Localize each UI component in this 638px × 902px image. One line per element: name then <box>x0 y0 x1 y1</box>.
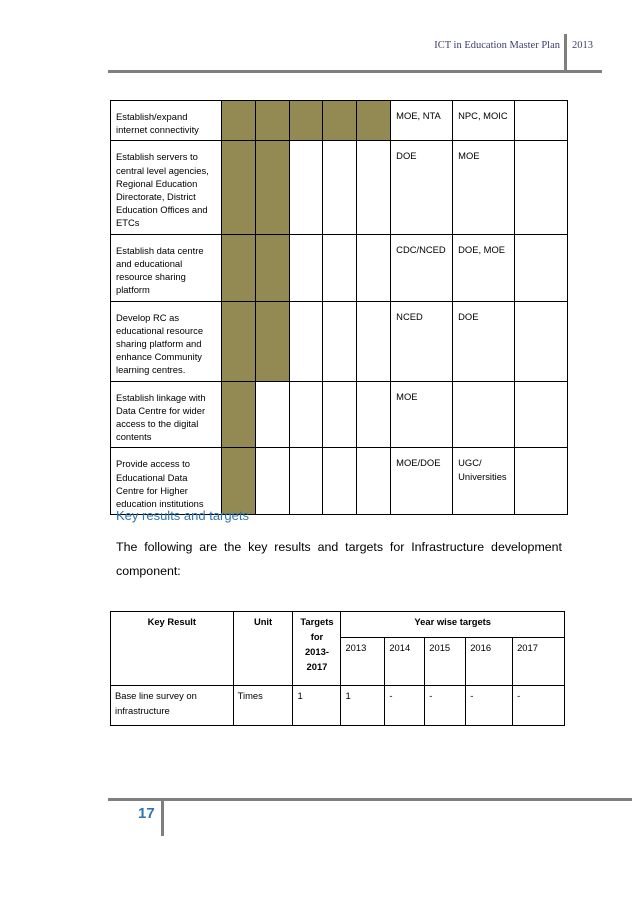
header-unit: Unit <box>233 612 293 686</box>
lead-agency: CDC/NCED <box>391 234 453 301</box>
empty-cell <box>515 381 568 448</box>
table-row <box>111 234 568 301</box>
table-row <box>111 141 568 234</box>
timeline-cell-shaded <box>255 301 289 381</box>
lead-agency: NCED <box>391 301 453 381</box>
year-value-cell: - <box>425 686 466 726</box>
support-agency <box>453 381 515 448</box>
timeline-cell-empty <box>289 301 323 381</box>
timeline-cell-shaded <box>255 101 289 141</box>
year-value-cell: - <box>466 686 513 726</box>
header-targets: Targets for 2013-2017 <box>293 612 341 686</box>
timeline-cell-shaded <box>221 301 255 381</box>
empty-cell <box>515 101 568 141</box>
lead-agency: MOE <box>391 381 453 448</box>
footer-divider <box>161 798 164 836</box>
timeline-cell-shaded <box>357 101 391 141</box>
timeline-cell-shaded <box>255 141 289 234</box>
header-key-result: Key Result <box>111 612 234 686</box>
support-agency: DOE, MOE <box>453 234 515 301</box>
timeline-cell-empty <box>357 301 391 381</box>
timeline-cell-empty <box>323 234 357 301</box>
target-cell: 1 <box>293 686 341 726</box>
timeline-cell-empty <box>323 448 357 515</box>
activity-name: Establish servers to central level agencies, Regional Education Directorate, District Education Offices and ETCs <box>111 141 222 234</box>
table-row <box>111 448 568 515</box>
year-header: 2014 <box>385 638 425 686</box>
header-divider <box>564 34 567 72</box>
timeline-cell-empty <box>357 448 391 515</box>
activities-table <box>110 100 568 515</box>
key-result-cell: Base line survey on infrastructure <box>111 686 234 726</box>
header-title: ICT in Education Master Plan <box>434 40 560 51</box>
timeline-cell-shaded <box>221 381 255 448</box>
page-number: 17 <box>138 805 155 822</box>
table-row <box>111 381 568 448</box>
activity-name: Establish linkage with Data Centre for wider access to the digital contents <box>111 381 222 448</box>
timeline-cell-empty <box>289 381 323 448</box>
unit-cell: Times <box>233 686 293 726</box>
year-value-cell: - <box>513 686 565 726</box>
timeline-cell-empty <box>323 381 357 448</box>
timeline-cell-empty <box>289 448 323 515</box>
page-header <box>0 0 638 75</box>
year-header: 2016 <box>466 638 513 686</box>
timeline-cell-empty <box>323 141 357 234</box>
timeline-cell-shaded <box>221 448 255 515</box>
timeline-cell-empty <box>289 141 323 234</box>
table-row <box>111 301 568 381</box>
year-header: 2015 <box>425 638 466 686</box>
timeline-cell-shaded <box>221 141 255 234</box>
support-agency: UGC/ Universities <box>453 448 515 515</box>
header-rule <box>108 70 602 73</box>
footer-rule <box>108 798 632 801</box>
header-year: 2013 <box>572 40 593 51</box>
activity-name: Provide access to Educational Data Centre for Higher education institutions <box>111 448 222 515</box>
section-paragraph: The following are the key results and targets for Infrastructure development component: <box>116 540 562 578</box>
timeline-cell-empty <box>289 234 323 301</box>
empty-cell <box>515 234 568 301</box>
timeline-cell-empty <box>357 141 391 234</box>
timeline-cell-empty <box>323 301 357 381</box>
empty-cell <box>515 448 568 515</box>
key-results-table <box>110 611 565 726</box>
activity-name: Establish/expand internet connectivity <box>111 101 222 141</box>
activity-name: Develop RC as educational resource sharing platform and enhance Community learning centres. <box>111 301 222 381</box>
timeline-cell-empty <box>255 381 289 448</box>
support-agency: NPC, MOIC <box>453 101 515 141</box>
year-header: 2017 <box>513 638 565 686</box>
timeline-cell-empty <box>357 381 391 448</box>
lead-agency: DOE <box>391 141 453 234</box>
table-row <box>111 686 565 726</box>
timeline-cell-empty <box>255 448 289 515</box>
year-header: 2013 <box>341 638 385 686</box>
year-value-cell: 1 <box>341 686 385 726</box>
timeline-cell-shaded <box>255 234 289 301</box>
year-value-cell: - <box>385 686 425 726</box>
lead-agency: MOE, NTA <box>391 101 453 141</box>
empty-cell <box>515 301 568 381</box>
section-heading: Key results and targets <box>116 508 249 523</box>
lead-agency: MOE/DOE <box>391 448 453 515</box>
empty-cell <box>515 141 568 234</box>
support-agency: MOE <box>453 141 515 234</box>
activity-name: Establish data centre and educational resource sharing platform <box>111 234 222 301</box>
header-year-wise: Year wise targets <box>341 612 565 638</box>
timeline-cell-shaded <box>323 101 357 141</box>
timeline-cell-empty <box>357 234 391 301</box>
timeline-cell-shaded <box>221 101 255 141</box>
table-row <box>111 101 568 141</box>
support-agency: DOE <box>453 301 515 381</box>
timeline-cell-shaded <box>289 101 323 141</box>
timeline-cell-shaded <box>221 234 255 301</box>
